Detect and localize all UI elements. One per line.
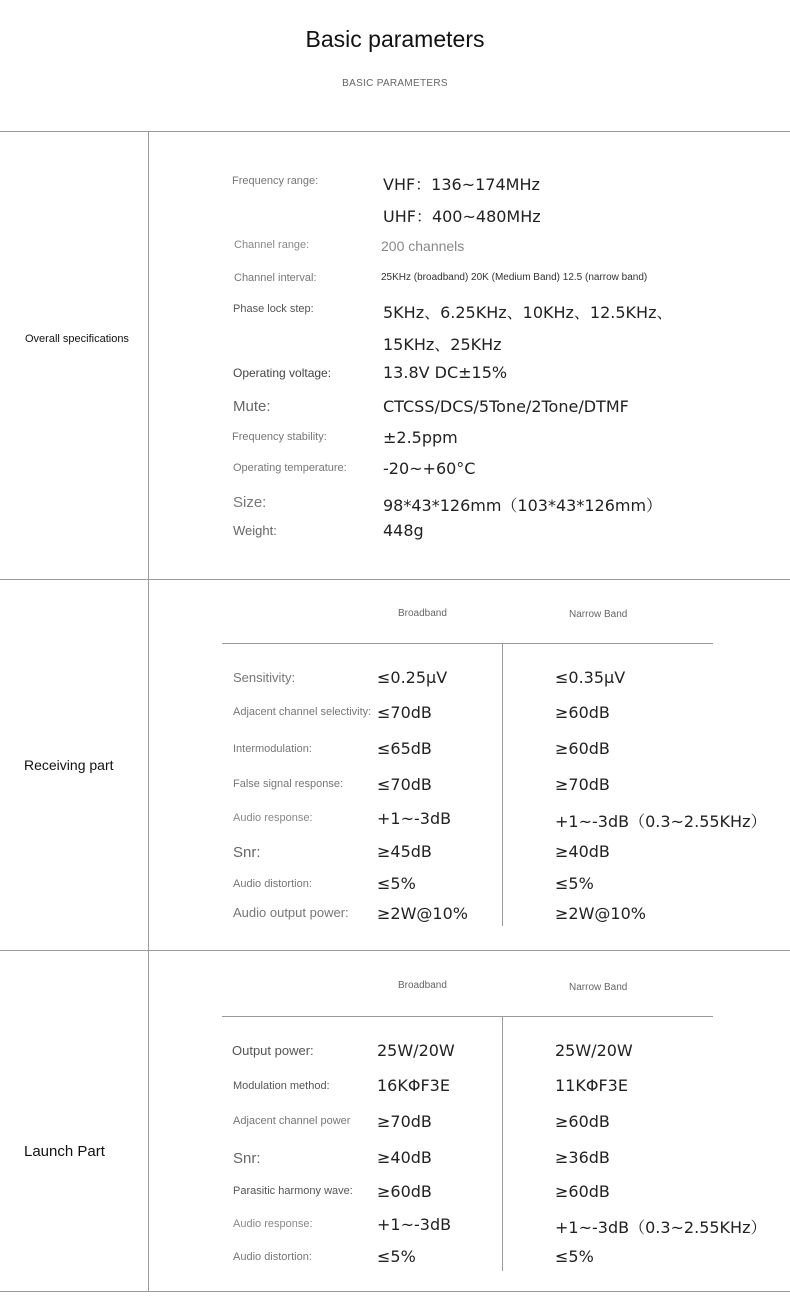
table-row-label: Audio response: xyxy=(233,1218,313,1230)
table-row-label: Intermodulation: xyxy=(233,743,312,755)
table-cell-broadband: ≤65dB xyxy=(377,739,432,758)
spec-label: Weight: xyxy=(233,523,277,538)
spec-value: 200 channels xyxy=(381,238,465,254)
table-row-label: Audio distortion: xyxy=(233,878,312,890)
table-cell-narrow: ≥60dB xyxy=(555,739,610,758)
table-row-label: Audio output power: xyxy=(233,905,349,920)
table-cell-broadband: 16KΦF3E xyxy=(377,1076,450,1095)
table-cell-narrow: ≥60dB xyxy=(555,703,610,722)
spec-value: -20~+60°C xyxy=(383,459,476,478)
section-divider xyxy=(0,950,790,951)
table-cell-broadband: ≥45dB xyxy=(377,842,432,861)
table-row-label: Snr: xyxy=(233,844,261,861)
spec-value: VHF：136~174MHz xyxy=(383,175,540,194)
table-cell-broadband: ≥60dB xyxy=(377,1182,432,1201)
table-cell-narrow: ≥60dB xyxy=(555,1112,610,1131)
spec-label: Phase lock step: xyxy=(233,303,314,315)
table-cell-narrow: ≥60dB xyxy=(555,1182,610,1201)
table-row-label: Adjacent channel selectivity: xyxy=(233,706,372,718)
section-divider xyxy=(0,131,790,132)
table-cell-broadband: 25W/20W xyxy=(377,1041,455,1060)
section-divider xyxy=(0,1291,790,1292)
table-cell-broadband: +1~-3dB xyxy=(377,1215,452,1234)
table-cell-broadband: ≤5% xyxy=(377,874,416,893)
table-cell-narrow: +1~-3dB（0.3~2.55KHz） xyxy=(555,1218,767,1237)
table-cell-narrow: ≤5% xyxy=(555,874,594,893)
spec-value: 15KHz、25KHz xyxy=(383,335,502,354)
spec-value: 25KHz (broadband) 20K (Medium Band) 12.5 (narrow band) xyxy=(381,272,648,283)
table-cell-broadband: ≤70dB xyxy=(377,703,432,722)
table-row-label: Snr: xyxy=(233,1150,261,1167)
spec-value: UHF：400~480MHz xyxy=(383,207,541,226)
column-header-narrow: Narrow Band xyxy=(569,982,628,993)
spec-value: CTCSS/DCS/5Tone/2Tone/DTMF xyxy=(383,397,629,416)
table-cell-broadband: ≥2W@10% xyxy=(377,904,468,923)
spec-value: 98*43*126mm（103*43*126mm） xyxy=(383,496,663,515)
table-cell-broadband: ≥70dB xyxy=(377,1112,432,1131)
table-header-rule xyxy=(222,643,713,644)
table-cell-narrow: ≥36dB xyxy=(555,1148,610,1167)
table-cell-broadband: +1~-3dB xyxy=(377,809,452,828)
spec-label: Frequency range: xyxy=(232,175,319,187)
spec-value: 13.8V DC±15% xyxy=(383,363,508,382)
section-label-receiving: Receiving part xyxy=(24,757,114,773)
table-cell-broadband: ≤0.25μV xyxy=(377,668,448,687)
table-row-label: Modulation method: xyxy=(233,1080,330,1092)
table-row-label: False signal response: xyxy=(233,778,344,790)
table-cell-narrow: +1~-3dB（0.3~2.55KHz） xyxy=(555,812,767,831)
spec-label: Frequency stability: xyxy=(232,431,327,443)
table-row-label: Sensitivity: xyxy=(233,670,296,685)
table-row-label: Audio distortion: xyxy=(233,1251,312,1263)
table-row-label: Output power: xyxy=(232,1043,314,1058)
table-row-label: Adjacent channel power xyxy=(233,1115,351,1127)
spec-label: Mute: xyxy=(233,398,271,415)
table-cell-narrow: 11KΦF3E xyxy=(555,1076,628,1095)
table-cell-broadband: ≥40dB xyxy=(377,1148,432,1167)
table-cell-narrow: ≥2W@10% xyxy=(555,904,646,923)
spec-value: 448g xyxy=(383,521,424,540)
section-divider xyxy=(0,579,790,580)
column-header-broadband: Broadband xyxy=(398,980,447,991)
table-column-divider xyxy=(502,643,503,926)
table-cell-broadband: ≤70dB xyxy=(377,775,432,794)
spec-label: Channel range: xyxy=(234,239,310,251)
section-label-launch: Launch Part xyxy=(24,1143,105,1160)
table-header-rule xyxy=(222,1016,713,1017)
table-row-label: Parasitic harmony wave: xyxy=(233,1185,353,1197)
table-cell-narrow: ≤0.35μV xyxy=(555,668,626,687)
section-label-overall: Overall specifications xyxy=(25,333,129,345)
page-title: Basic parameters xyxy=(305,26,485,52)
table-cell-narrow: ≤5% xyxy=(555,1247,594,1266)
spec-value: 5KHz、6.25KHz、10KHz、12.5KHz、 xyxy=(383,303,673,322)
column-header-broadband: Broadband xyxy=(398,608,447,619)
table-cell-narrow: ≥40dB xyxy=(555,842,610,861)
page-subtitle: BASIC PARAMETERS xyxy=(342,78,448,89)
label-column-divider xyxy=(148,131,149,1291)
table-cell-narrow: ≥70dB xyxy=(555,775,610,794)
spec-label: Operating voltage: xyxy=(233,366,332,380)
spec-label: Operating temperature: xyxy=(233,462,347,474)
spec-value: ±2.5ppm xyxy=(383,428,458,447)
table-row-label: Audio response: xyxy=(233,812,313,824)
spec-label: Size: xyxy=(233,494,267,511)
column-header-narrow: Narrow Band xyxy=(569,609,628,620)
spec-label: Channel interval: xyxy=(234,272,317,284)
table-cell-narrow: 25W/20W xyxy=(555,1041,633,1060)
table-cell-broadband: ≤5% xyxy=(377,1247,416,1266)
table-column-divider xyxy=(502,1016,503,1271)
